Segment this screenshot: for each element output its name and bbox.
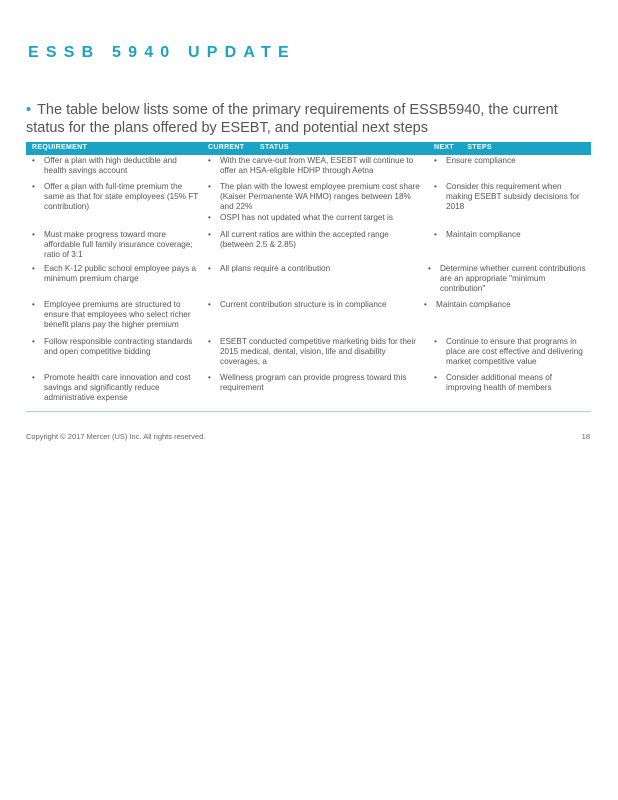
status-cell bbox=[208, 264, 420, 274]
next-steps-cell bbox=[428, 264, 588, 295]
list-item: • With the carve-out from WEA, ESEBT will continue to offer an HSA-eligible HDHP through Aetna bbox=[208, 156, 420, 176]
list-item: • OSPI has not updated what the current target is bbox=[208, 213, 420, 223]
list-item: • Ensure compliance bbox=[434, 156, 589, 166]
list-item: • Each K-12 public school employee pays a minimum premium charge bbox=[32, 264, 200, 284]
list-item: • All plans require a contribution bbox=[208, 264, 420, 274]
header-current-status: CURRENT STATUS bbox=[208, 144, 289, 151]
bullet-icon: • bbox=[26, 102, 32, 118]
header-requirement: REQUIREMENT bbox=[32, 144, 88, 151]
next-steps-cell bbox=[434, 182, 589, 213]
list-item: • Offer a plan with high deductible and health savings account bbox=[32, 156, 200, 176]
requirement-cell bbox=[32, 182, 200, 213]
list-item: • Follow responsible contracting standards and open competitive bidding bbox=[32, 337, 200, 357]
next-steps-cell bbox=[434, 156, 589, 166]
list-item: • Consider additional means of improving health of members bbox=[434, 373, 589, 393]
intro-bullet bbox=[26, 101, 596, 137]
list-item: • ESEBT conducted competitive marketing bids for their 2015 medical, dental, vision, life and disability coverages, a bbox=[208, 337, 420, 368]
status-cell bbox=[208, 337, 420, 368]
table-header bbox=[26, 142, 591, 155]
list-item: • Current contribution structure is in compliance bbox=[208, 300, 420, 310]
header-next-steps: NEXT STEPS bbox=[434, 144, 492, 151]
page-number: 18 bbox=[581, 432, 590, 441]
page-title: ESSB 5940 UPDATE bbox=[28, 44, 296, 61]
copyright-footer: Copyright © 2017 Mercer (US) Inc. All rights reserved. bbox=[26, 432, 206, 441]
list-item: • Promote health care innovation and cost savings and significantly reduce administrative expense bbox=[32, 373, 200, 404]
list-item: • Consider this requirement when making ESEBT subsidy decisions for 2018 bbox=[434, 182, 589, 213]
next-steps-cell bbox=[434, 373, 589, 393]
requirement-cell bbox=[32, 373, 200, 404]
list-item: • Employee premiums are structured to ensure that employees who select richer benefit plans pay the higher premium bbox=[32, 300, 200, 331]
list-item: • Wellness program can provide progress toward this requirement bbox=[208, 373, 420, 393]
requirement-cell bbox=[32, 230, 200, 261]
list-item: • Continue to ensure that programs in place are cost effective and delivering market competitive value bbox=[434, 337, 589, 368]
status-cell bbox=[208, 300, 420, 310]
status-cell bbox=[208, 373, 420, 393]
list-item: • The plan with the lowest employee premium cost share (Kaiser Permanente WA HMO) ranges between 18% and 22% bbox=[208, 182, 420, 213]
next-steps-cell bbox=[434, 230, 589, 240]
intro-text: The table below lists some of the primary requirements of ESSB5940, the current status for the plans offered by ESEBT, and potential next steps bbox=[26, 102, 558, 136]
table-bottom-divider bbox=[26, 411, 591, 412]
list-item: • Offer a plan with full-time premium the same as that for state employees (15% FT contribution) bbox=[32, 182, 200, 213]
status-cell bbox=[208, 156, 420, 176]
requirement-cell bbox=[32, 156, 200, 176]
status-cell bbox=[208, 230, 420, 250]
next-steps-cell bbox=[424, 300, 579, 310]
list-item: • All current ratios are within the accepted range (between 2.5 & 2.85) bbox=[208, 230, 420, 250]
requirement-cell bbox=[32, 264, 200, 284]
list-item: • Determine whether current contributions are an appropriate "minimum contribution" bbox=[428, 264, 588, 295]
next-steps-cell bbox=[434, 337, 589, 368]
status-cell bbox=[208, 182, 420, 223]
list-item: • Maintain compliance bbox=[434, 230, 589, 240]
requirement-cell bbox=[32, 337, 200, 357]
requirement-cell bbox=[32, 300, 200, 331]
list-item: • Maintain compliance bbox=[424, 300, 579, 310]
list-item: • Must make progress toward more affordable full family insurance coverage; ratio of 3:1 bbox=[32, 230, 200, 261]
